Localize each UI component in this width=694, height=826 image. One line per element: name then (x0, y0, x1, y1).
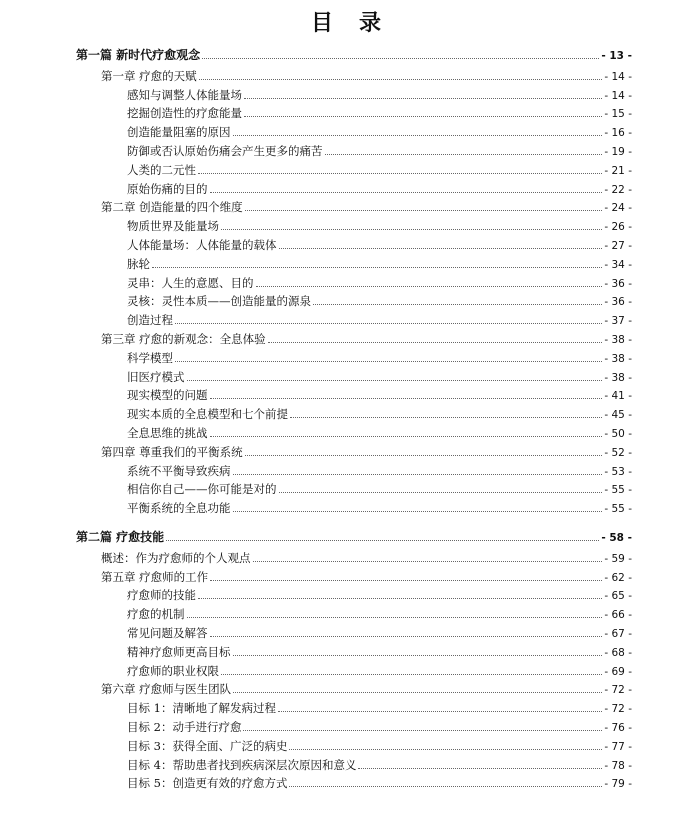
toc-entry-title: 平衡系统的全息功能 (127, 501, 231, 516)
toc-page-number: - 55 - (604, 503, 632, 516)
toc-section-entry[interactable] (127, 624, 632, 642)
toc-section-entry[interactable] (127, 718, 632, 736)
toc-entry-title: 疗愈师的职业权限 (127, 663, 219, 678)
dot-leader (279, 492, 603, 493)
toc-entry-title: 科学模型 (127, 350, 173, 365)
dot-leader (245, 455, 603, 456)
toc-page-number: - 76 - (604, 722, 632, 734)
toc-page-number: - 19 - (604, 146, 632, 158)
toc-section-entry[interactable] (127, 255, 632, 273)
dot-leader (187, 617, 603, 618)
toc-page-number: - 36 - (604, 296, 632, 309)
toc-section-entry[interactable] (127, 756, 632, 774)
toc-page-number: - 78 - (604, 759, 632, 772)
toc-entry-title: 挖掘创造性的疗愈能量 (127, 106, 242, 121)
toc-entry-title: 概述：作为疗愈师的个人观点 (101, 550, 251, 565)
dot-leader (279, 248, 603, 249)
toc-page-number: - 26 - (604, 221, 632, 234)
toc-entry-title: 第四章 尊重我们的平衡系统 (101, 444, 243, 459)
toc-page-number: - 59 - (604, 552, 632, 565)
toc-section-entry[interactable] (127, 86, 632, 104)
page-title-char-2: 录 (359, 10, 384, 36)
toc-entry-title: 第六章 疗愈师与医生团队 (101, 682, 232, 697)
toc-entry-title: 现实模型的问题 (127, 388, 208, 403)
toc-page-number: - 62 - (604, 571, 632, 584)
toc-entry-title: 目标 4：帮助患者找到疾病深层次原因和意义 (127, 757, 357, 772)
toc-section-entry[interactable] (127, 424, 632, 442)
dot-leader (175, 323, 602, 324)
toc-page-number: - 38 - (604, 352, 632, 365)
dot-leader (233, 511, 603, 512)
toc-part-entry[interactable] (76, 528, 632, 546)
toc-entry-title: 相信你自己——你可能是对的 (127, 482, 277, 497)
toc-section-entry[interactable] (127, 292, 632, 310)
toc-page-number: - 38 - (604, 334, 632, 346)
toc-chapter-entry[interactable] (101, 443, 632, 461)
toc-page-number: - 16 - (604, 127, 632, 140)
dot-leader (256, 286, 603, 287)
dot-leader (233, 655, 603, 656)
toc-page-number: - 36 - (604, 277, 632, 290)
toc-entry-title: 目标 5：创造更有效的疗愈方式 (127, 776, 288, 791)
toc-part-entry[interactable] (76, 46, 632, 64)
dot-leader (244, 116, 602, 117)
toc-section-entry[interactable] (127, 699, 632, 717)
dot-leader (278, 711, 602, 712)
toc-page-number: - 50 - (604, 428, 632, 440)
toc-entry-title: 第一篇 新时代疗愈观念 (76, 48, 201, 62)
dot-leader (233, 692, 602, 693)
dot-leader (358, 768, 602, 769)
toc-section-entry[interactable] (127, 499, 632, 517)
toc-section-entry[interactable] (127, 662, 632, 680)
toc-chapter-entry[interactable] (101, 680, 632, 698)
dot-leader (187, 380, 603, 381)
toc-chapter-entry[interactable] (101, 568, 632, 586)
dot-leader (243, 730, 602, 731)
dot-leader (210, 580, 602, 581)
dot-leader (210, 398, 603, 399)
toc-page-number: - 14 - (604, 89, 632, 102)
toc-section-entry[interactable] (127, 349, 632, 367)
dot-leader (199, 79, 603, 80)
toc-page-number: - 65 - (604, 590, 632, 603)
toc-page-number: - 72 - (604, 703, 632, 716)
toc-entry-title: 防御或否认原始伤痛会产生更多的痛苦 (127, 144, 323, 158)
toc-section-entry[interactable] (127, 236, 632, 254)
toc-entry-title: 第二章 创造能量的四个维度 (101, 200, 243, 215)
toc-entry-title: 创造过程 (127, 313, 173, 328)
toc-chapter-entry[interactable] (101, 330, 632, 348)
toc-page-number: - 67 - (604, 628, 632, 640)
dot-leader (166, 540, 599, 541)
toc-page-number: - 45 - (604, 409, 632, 422)
dot-leader (268, 342, 603, 343)
toc-section-entry[interactable] (127, 462, 632, 480)
toc-section-entry[interactable] (127, 774, 632, 792)
toc-entry-title: 目标 1：清晰地了解发病过程 (127, 701, 276, 716)
toc-section-entry[interactable] (127, 123, 632, 141)
toc-page-number: - 53 - (604, 465, 632, 478)
toc-entry-title: 第三章 疗愈的新观念：全息体验 (101, 332, 266, 346)
toc-section-entry[interactable] (127, 104, 632, 122)
toc-page-number: - 52 - (604, 446, 632, 459)
toc-page-number: - 15 - (604, 108, 632, 121)
dot-leader (233, 135, 603, 136)
dot-leader (313, 304, 602, 305)
dot-leader (289, 749, 602, 750)
dot-leader (289, 786, 602, 787)
toc-entry-title: 感知与调整人体能量场 (127, 87, 242, 102)
dot-leader (210, 192, 603, 193)
toc-section-entry[interactable] (127, 605, 632, 623)
toc-section-entry[interactable] (127, 643, 632, 661)
toc-section-entry[interactable] (127, 180, 632, 198)
dot-leader (253, 561, 603, 562)
toc-section-entry[interactable] (127, 142, 632, 160)
toc-section-entry[interactable] (127, 586, 632, 604)
toc-chapter-entry[interactable] (101, 67, 632, 85)
toc-entry-title: 疗愈的机制 (127, 607, 185, 622)
dot-leader (221, 674, 602, 675)
dot-leader (210, 636, 603, 637)
toc-entry-title: 系统不平衡导致疾病 (127, 463, 231, 478)
toc-page-number: - 69 - (604, 665, 632, 678)
toc-page-number: - 22 - (604, 183, 632, 196)
dot-leader (244, 98, 602, 99)
toc-entry-title: 人类的二元性 (127, 162, 196, 177)
dot-leader (152, 267, 602, 268)
toc-page-number: - 34 - (604, 258, 632, 271)
toc-section-entry[interactable] (127, 480, 632, 498)
dot-leader (210, 436, 603, 437)
toc-section-entry[interactable] (127, 405, 632, 423)
toc-entry-title: 旧医疗模式 (127, 369, 185, 384)
toc-entry-title: 第五章 疗愈师的工作 (101, 569, 209, 584)
toc-chapter-entry[interactable] (101, 198, 632, 216)
toc-section-entry[interactable] (127, 386, 632, 404)
dot-leader (198, 173, 602, 174)
toc-page-number: - 77 - (604, 740, 632, 753)
toc-page-number: - 14 - (604, 70, 632, 83)
toc-section-entry[interactable] (127, 368, 632, 386)
toc-chapter-entry[interactable] (101, 549, 632, 567)
toc-page-number: - 21 - (604, 164, 632, 177)
toc-section-entry[interactable] (127, 737, 632, 755)
toc-page-number: - 66 - (604, 609, 632, 622)
toc-page-number: - 13 - (601, 50, 632, 62)
dot-leader (233, 474, 603, 475)
toc-section-entry[interactable] (127, 161, 632, 179)
toc-page-number: - 58 - (601, 532, 632, 544)
toc-page-number: - 41 - (604, 390, 632, 403)
toc-entry-title: 第二篇 疗愈技能 (76, 530, 165, 544)
toc-section-entry[interactable] (127, 274, 632, 292)
toc-section-entry[interactable] (127, 311, 632, 329)
toc-entry-title: 物质世界及能量场 (127, 219, 219, 234)
dot-leader (290, 417, 602, 418)
toc-page-number: - 27 - (604, 240, 632, 252)
toc-page-number: - 79 - (604, 778, 632, 791)
dot-leader (221, 229, 602, 230)
toc-entry-title: 目标 3：获得全面、广泛的病史 (127, 738, 288, 753)
toc-entry-title: 精神疗愈师更高目标 (127, 644, 231, 659)
toc-entry-title: 现实本质的全息模型和七个前提 (127, 407, 288, 422)
toc-entry-title: 全息思维的挑战 (127, 426, 208, 440)
toc-page-number: - 72 - (604, 684, 632, 697)
toc-page-number: - 24 - (604, 202, 632, 215)
dot-leader (325, 154, 603, 155)
toc-entry-title: 疗愈师的技能 (127, 588, 196, 603)
toc-entry-title: 原始伤痛的目的 (127, 181, 208, 196)
toc-page-number: - 38 - (604, 371, 632, 384)
toc-section-entry[interactable] (127, 217, 632, 235)
page-title (0, 6, 694, 37)
dot-leader (245, 210, 603, 211)
toc-entry-title: 第一章 疗愈的天赋 (101, 68, 197, 83)
toc-entry-title: 创造能量阻塞的原因 (127, 125, 231, 140)
toc-page-number: - 55 - (604, 484, 632, 497)
page-title-char-1: 目 (310, 10, 335, 36)
toc-entry-title: 常见问题及解答 (127, 626, 208, 640)
dot-leader (175, 361, 602, 362)
dot-leader (198, 598, 602, 599)
toc-page-number: - 68 - (604, 646, 632, 659)
toc-entry-title: 脉轮 (127, 256, 150, 271)
toc-entry-title: 灵核：灵性本质——创造能量的源泉 (127, 294, 311, 309)
toc-entry-title: 人体能量场：人体能量的载体 (127, 238, 277, 252)
dot-leader (202, 58, 599, 59)
toc-entry-title: 目标 2：动手进行疗愈 (127, 720, 242, 734)
toc-page-number: - 37 - (604, 315, 632, 328)
toc-entry-title: 灵串：人生的意愿、目的 (127, 275, 254, 290)
